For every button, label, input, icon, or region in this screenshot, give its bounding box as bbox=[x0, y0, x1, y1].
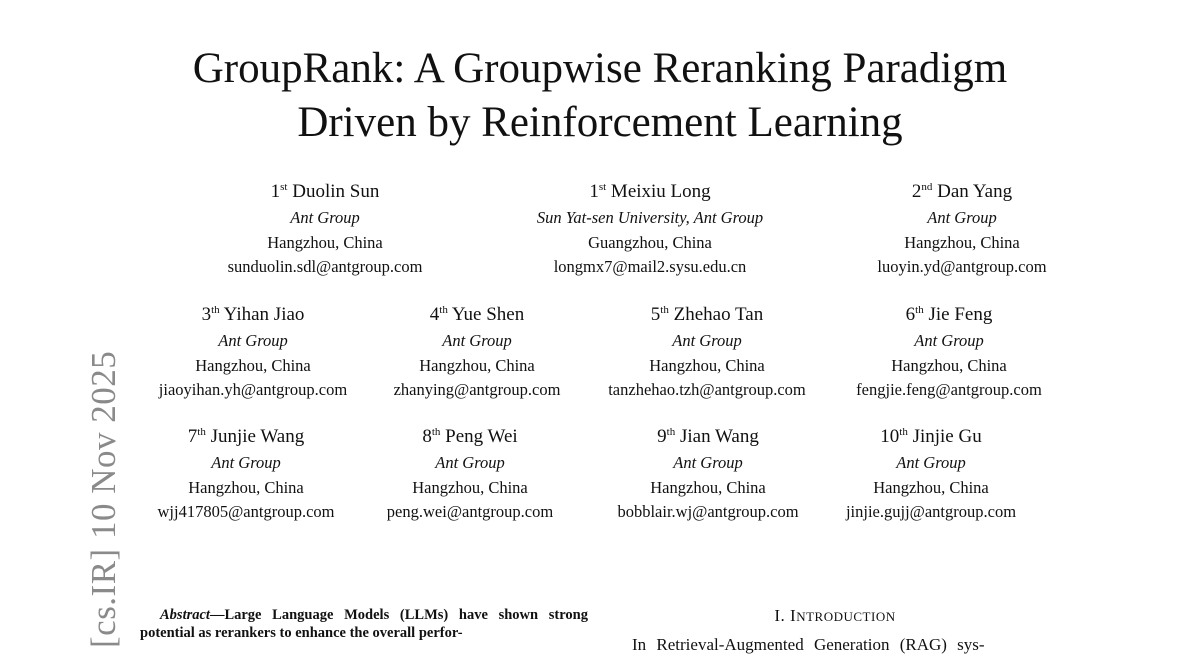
author-affiliation: Ant Group bbox=[290, 208, 360, 227]
author-email: zhanying@antgroup.com bbox=[393, 380, 561, 399]
author-email: sunduolin.sdl@antgroup.com bbox=[227, 257, 423, 276]
title-line-2: Driven by Reinforcement Learning bbox=[297, 99, 903, 146]
author-affiliation: Ant Group bbox=[896, 453, 966, 472]
author-email: luoyin.yd@antgroup.com bbox=[877, 257, 1047, 276]
author-location: Hangzhou, China bbox=[649, 355, 765, 375]
author-location: Hangzhou, China bbox=[891, 355, 1007, 375]
author-block bbox=[137, 303, 369, 403]
author-affiliation: Ant Group bbox=[218, 331, 288, 350]
paper-title bbox=[0, 42, 1200, 150]
author-name: 1st Duolin Sun bbox=[270, 181, 380, 202]
author-email: bobblair.wj@antgroup.com bbox=[617, 502, 799, 521]
section-numeral: I. I bbox=[774, 606, 797, 625]
section-heading bbox=[612, 606, 1058, 627]
author-name: 8th Peng Wei bbox=[422, 426, 518, 447]
author-block bbox=[500, 180, 800, 280]
title-line-1: GroupRank: A Groupwise Reranking Paradigm bbox=[192, 45, 1008, 92]
author-block bbox=[202, 180, 448, 280]
author-name: 2nd Dan Yang bbox=[911, 181, 1013, 202]
author-affiliation: Ant Group bbox=[211, 453, 281, 472]
author-block bbox=[852, 180, 1072, 280]
author-name: 9th Jian Wang bbox=[657, 426, 759, 447]
author-name: 3th Yihan Jiao bbox=[201, 304, 305, 325]
author-name: 10th Jinjie Gu bbox=[880, 426, 982, 447]
author-name: 1st Meixiu Long bbox=[589, 181, 711, 202]
author-affiliation: Ant Group bbox=[672, 331, 742, 350]
author-email: peng.wei@antgroup.com bbox=[386, 502, 554, 521]
author-affiliation: Ant Group bbox=[435, 453, 505, 472]
abstract bbox=[140, 606, 588, 642]
author-location: Hangzhou, China bbox=[873, 477, 989, 497]
author-affiliation: Ant Group bbox=[442, 331, 512, 350]
author-email: wjj417805@antgroup.com bbox=[157, 502, 335, 521]
author-email: tanzhehao.tzh@antgroup.com bbox=[608, 380, 806, 399]
author-block bbox=[832, 303, 1066, 403]
author-email: jiaoyihan.yh@antgroup.com bbox=[158, 380, 348, 399]
author-location: Hangzhou, China bbox=[904, 232, 1020, 252]
section-title-rest: NTRODUCTION bbox=[796, 609, 896, 624]
author-email: fengjie.feng@antgroup.com bbox=[856, 380, 1042, 399]
author-email: longmx7@mail2.sysu.edu.cn bbox=[553, 257, 747, 276]
author-location: Hangzhou, China bbox=[195, 355, 311, 375]
author-location: Hangzhou, China bbox=[650, 477, 766, 497]
author-location: Hangzhou, China bbox=[412, 477, 528, 497]
author-location: Hangzhou, China bbox=[188, 477, 304, 497]
author-block bbox=[584, 303, 830, 403]
author-email: jinjie.gujj@antgroup.com bbox=[845, 502, 1017, 521]
author-location: Hangzhou, China bbox=[267, 232, 383, 252]
author-block bbox=[590, 425, 826, 525]
abstract-lead: Abstract bbox=[160, 607, 210, 623]
author-affiliation: Ant Group bbox=[673, 453, 743, 472]
abstract-text: —Large Language Models (LLMs) have shown strong potential as rerankers to enhance the overall perfor- bbox=[140, 607, 588, 641]
author-affiliation: Ant Group bbox=[927, 208, 997, 227]
author-location: Hangzhou, China bbox=[419, 355, 535, 375]
arxiv-stamp: [cs.IR] 10 Nov 2025 bbox=[84, 350, 123, 648]
author-location: Guangzhou, China bbox=[588, 232, 712, 252]
author-name: 7th Junjie Wang bbox=[187, 426, 305, 447]
author-block bbox=[826, 425, 1036, 525]
author-block bbox=[377, 303, 577, 403]
author-affiliation: Sun Yat-sen University, Ant Group bbox=[536, 208, 764, 227]
author-name: 4th Yue Shen bbox=[429, 304, 525, 325]
author-name: 6th Jie Feng bbox=[905, 304, 993, 325]
author-block bbox=[137, 425, 355, 525]
author-name: 5th Zhehao Tan bbox=[650, 304, 764, 325]
author-block bbox=[370, 425, 570, 525]
author-affiliation: Ant Group bbox=[914, 331, 984, 350]
intro-paragraph: In Retrieval-Augmented Generation (RAG) sys- bbox=[632, 635, 985, 654]
